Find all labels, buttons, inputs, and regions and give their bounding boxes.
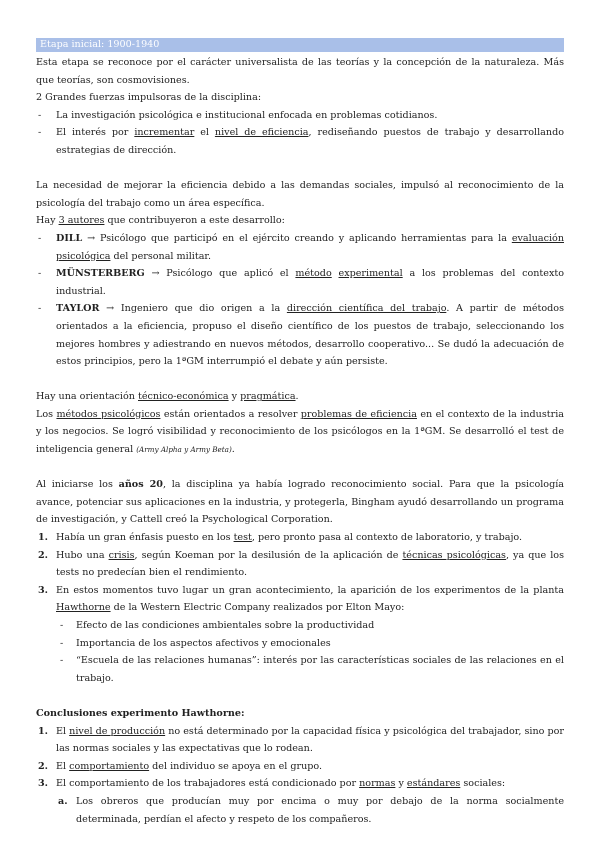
autores-intro: Hay 3 autores que contribuyeron a este desarrollo:: [36, 215, 285, 227]
list-item: - Importancia de los aspectos afectivos y emocionales: [56, 635, 564, 653]
list-item: 2. Hubo una crisis, según Koeman por la desilusión de la aplicación de técnicas psicológicas, ya que los tests no predecían bien el rendimiento.: [38, 549, 564, 579]
list-item: - Efecto de las condiciones ambientales sobre la productividad: [56, 617, 564, 635]
anios20-list: [36, 529, 564, 687]
list-item: 1. El nivel de producción no está determinado por la capacidad física y psicológica del trabajador, sino por las normas sociales y las expectativas que lo rodean.: [38, 725, 564, 755]
list-item: 3. En estos momentos tuvo lugar un gran acontecimiento, la aparición de los experimentos de la planta Hawthorne de la Western Electric Company realizados por Elton Mayo: - Efecto de las condiciones ambientales sobre la productividad - Importancia de los aspectos afectivos y emocionales - “Escuela de las relaciones humanas”: interés por las características sociales de las relaciones en el trabajo.: [36, 582, 564, 688]
hawthorne-sublist: [56, 617, 564, 687]
list-item: 1. Había un gran énfasis puesto en los test, pero pronto pasa al contexto de laboratorio, y trabajo.: [38, 532, 523, 544]
author-item-dill: - DILL → Psicólogo que participó en el ejército creando y aplicando herramientas para la evaluación psicológica del personal militar.: [36, 230, 564, 265]
fuerzas-list: [36, 107, 564, 160]
list-item: 3. El comportamiento de los trabajadores está condicionado por normas y estándares sociales: a. Los obreros que producían muy por encima o muy por debajo de la norma socialmente determinada, perdían el afecto y respeto de los compañeros.: [36, 775, 564, 828]
conclusiones-title: Conclusiones experimento Hawthorne:: [36, 707, 245, 719]
metodos-paragraph: Los métodos psicológicos están orientados a resolver problemas de eficiencia en el contexto de la industria y los negocios. Se logró visibilidad y reconocimiento de los psicólogos en la 1ªGM. Se desarrolló el test de inteligencia general (Army Alpha y Army Beta).: [36, 408, 564, 456]
list-item: - “Escuela de las relaciones humanas”: interés por las características sociales de las relaciones en el trabajo.: [56, 652, 564, 687]
list-item: 2. El comportamiento del individuo se apoya en el grupo.: [38, 760, 323, 772]
list-item: - El interés por incrementar el nivel de eficiencia, rediseñando puestos de trabajo y desarrollando estrategias de dirección.: [36, 124, 564, 159]
anios20-paragraph: Al iniciarse los años 20, la disciplina ya había logrado reconocimiento social. Para que la psicología avance, potenciar sus aplicaciones en la industria, y protegerla, Bingham ayudó desarrollando un programa de investigación, y Cattell creó la Psychological Corporation.: [36, 479, 565, 526]
section-header: Etapa inicial: 1900-1940: [36, 38, 564, 52]
orientacion-paragraph: Hay una orientación técnico-económica y pragmática.: [36, 391, 299, 403]
author-item-taylor: - TAYLOR → Ingeniero que dio origen a la dirección científica del trabajo. A partir de métodos orientados a la eficiencia, propuso el diseño científico de los puestos de trabajo, seleccionando los mejores hombres y adiestrando en nuevos métodos, desarrollo cooperativo... Se dudó la adecuación de estos principios, pero la 1ªGM interrumpió el debate y aún persiste.: [36, 300, 564, 370]
conclusiones-list: [36, 723, 564, 829]
fuerzas-heading: 2 Grandes fuerzas impulsoras de la disciplina:: [36, 92, 262, 104]
autores-list: [36, 230, 564, 371]
necesidad-paragraph: La necesidad de mejorar la eficiencia debido a las demandas sociales, impulsó al reconocimiento de la psicología del trabajo como un área específica.: [36, 180, 564, 209]
document-page: [36, 38, 564, 828]
author-item-munsterberg: - MÜNSTERBERG → Psicólogo que aplicó el método experimental a los problemas del contexto industrial.: [36, 265, 564, 300]
intro-paragraph: Esta etapa se reconoce por el carácter universalista de las teorías y la concepción de la naturaleza. Más que teorías, son cosmovisiones.: [36, 57, 564, 86]
conclusiones-sublist: [56, 793, 564, 828]
list-item: - La investigación psicológica e institucional enfocada en problemas cotidianos.: [36, 107, 564, 125]
list-item: a. Los obreros que producían muy por encima o muy por debajo de la norma socialmente determinada, perdían el afecto y respeto de los compañeros.: [58, 795, 564, 825]
